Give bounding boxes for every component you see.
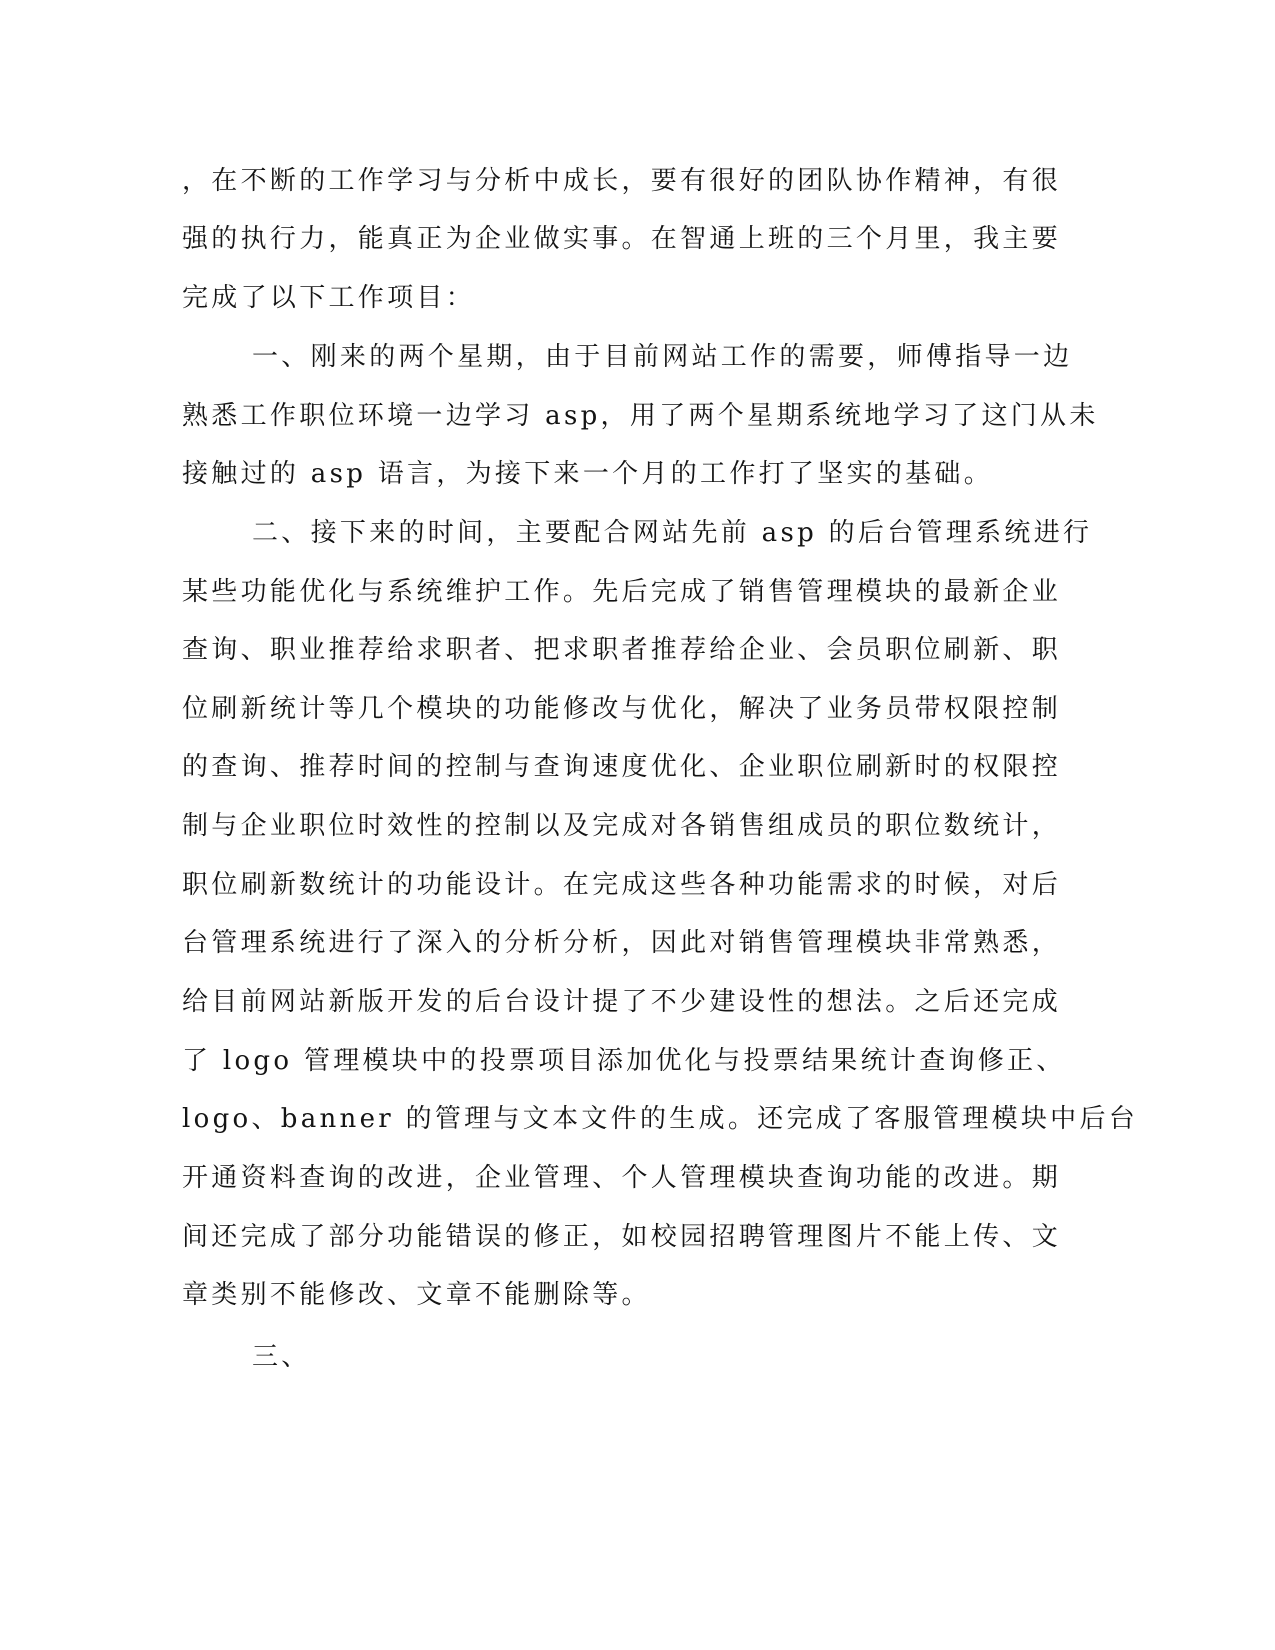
paragraph-three-start: 三、 <box>252 1342 311 1372</box>
paragraph-one-start: 一、刚来的两个星期，由于目前网站工作的需要，师傅指导一边 <box>252 342 1073 372</box>
text-line: ，在不断的工作学习与分析中成长，要有很好的团队协作精神，有很 <box>182 166 1062 196</box>
text-line: 完成了以下工作项目： <box>182 283 476 313</box>
text-line: 某些功能优化与系统维护工作。先后完成了销售管理模块的最新企业 <box>182 577 1062 607</box>
text-line: 位刷新统计等几个模块的功能修改与优化，解决了业务员带权限控制 <box>182 694 1062 724</box>
text-line: 强的执行力，能真正为企业做实事。在智通上班的三个月里，我主要 <box>182 224 1062 254</box>
text-line: 开通资料查询的改进，企业管理、个人管理模块查询功能的改进。期 <box>182 1163 1062 1193</box>
paragraph-two-start: 二、接下来的时间，主要配合网站先前 asp 的后台管理系统进行 <box>252 518 1093 548</box>
text-line: 间还完成了部分功能错误的修正，如校园招聘管理图片不能上传、文 <box>182 1222 1062 1252</box>
text-line: 熟悉工作职位环境一边学习 asp，用了两个星期系统地学习了这门从未 <box>182 401 1099 431</box>
text-line: 给目前网站新版开发的后台设计提了不少建设性的想法。之后还完成 <box>182 987 1062 1017</box>
text-line: 了 logo 管理模块中的投票项目添加优化与投票结果统计查询修正、 <box>182 1046 1066 1076</box>
text-line: 章类别不能修改、文章不能删除等。 <box>182 1280 651 1310</box>
text-line: 职位刷新数统计的功能设计。在完成这些各种功能需求的时候，对后 <box>182 870 1062 900</box>
text-line: 查询、职业推荐给求职者、把求职者推荐给企业、会员职位刷新、职 <box>182 635 1062 665</box>
text-line: 台管理系统进行了深入的分析分析，因此对销售管理模块非常熟悉， <box>182 928 1062 958</box>
text-line: 制与企业职位时效性的控制以及完成对各销售组成员的职位数统计， <box>182 811 1062 841</box>
text-line: 的查询、推荐时间的控制与查询速度优化、企业职位刷新时的权限控 <box>182 752 1062 782</box>
text-line: 接触过的 asp 语言，为接下来一个月的工作打了坚实的基础。 <box>182 459 994 489</box>
text-line: logo、banner 的管理与文本文件的生成。还完成了客服管理模块中后台 <box>182 1104 1139 1134</box>
